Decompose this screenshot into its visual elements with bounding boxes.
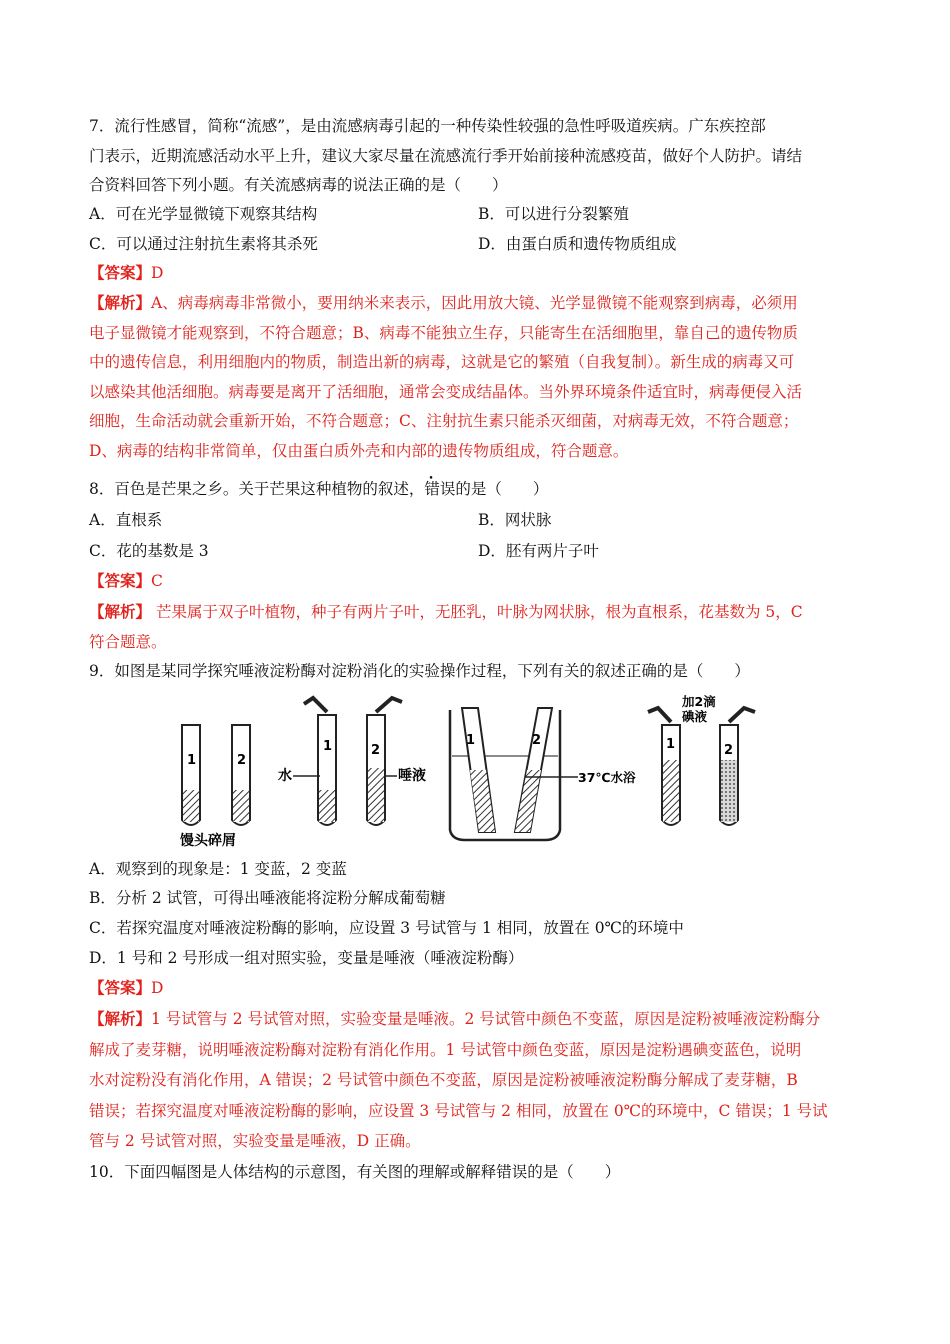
q9-analysis-line-1: [89, 1009, 820, 1029]
dropper-saliva: [376, 698, 402, 712]
q8-answer-value: C: [151, 572, 163, 590]
q9-answer-tag: 【答案】: [89, 978, 152, 997]
q7-analysis-tag: 【解析】: [89, 293, 152, 312]
tube-1-label-panel-2: 1: [323, 739, 333, 754]
q9-option-d: D．1 号和 2 号形成一组对照实验，变量是唾液（唾液淀粉酶）: [89, 949, 524, 967]
tube-1-label-panel-4: 1: [666, 737, 676, 752]
q8-analysis-line-1: [89, 602, 803, 622]
q8-option-d: D．胚有两片子叶: [478, 542, 599, 560]
panel-2-tubes: [278, 698, 426, 825]
q9-answer: [89, 978, 163, 998]
q7-analysis-line-5: 细胞，生命活动就会重新开始，不符合题意；C、注射抗生素只能杀灭细菌，对病毒无效，不符合题意；: [89, 412, 799, 430]
q9-analysis-text-1: 1 号试管与 2 号试管对照，实验变量是唾液。2 号试管中颜色不变蓝，原因是淀粉被唾液淀粉酶分: [151, 1010, 821, 1028]
q8-option-c: C．花的基数是 3: [89, 542, 209, 560]
q9-analysis-line-2: 解成了麦芽糖，说明唾液淀粉酶对淀粉有消化作用。1 号试管中颜色变蓝，原因是淀粉遇碘变蓝色，说明: [89, 1041, 802, 1059]
crumbs-fill-tube-1: [183, 790, 199, 822]
q8-analysis-tag: 【解析】: [89, 602, 152, 621]
tube-1-blue-content: [663, 760, 679, 822]
dropper-iodine-2: [729, 708, 755, 722]
bath-label: 37℃水浴: [578, 770, 636, 785]
experiment-figure: [180, 690, 770, 850]
q7-analysis-line-1: [89, 293, 798, 313]
q7-stem-line-3: 合资料回答下列小题。有关流感病毒的说法正确的是（ ）: [89, 176, 508, 194]
q7-analysis-line-4: 以感染其他活细胞。病毒要是离开了活细胞，通常会变成结晶体。当外界环境条件适宜时，病毒便侵入活: [89, 383, 803, 401]
saliva-label: 唾液: [398, 768, 426, 784]
q8-answer: [89, 571, 163, 591]
tube-1-label-panel-3: 1: [466, 733, 476, 748]
q9-analysis-tag: 【解析】: [89, 1009, 152, 1028]
tube-2-label-panel-2: 2: [371, 743, 381, 758]
q9-option-c: C．若探究温度对唾液淀粉酶的影响，应设置 3 号试管与 1 相同，放置在 0℃的环境中: [89, 919, 684, 937]
iodine-label-line-1: 加2滴: [682, 694, 716, 709]
q9-option-a: A．观察到的现象是：1 变蓝，2 变蓝: [89, 860, 347, 878]
tube-1-label: 1: [187, 753, 197, 768]
panel-1-tubes: [180, 725, 250, 849]
water-label: 水: [278, 768, 292, 784]
crumbs-label: 馒头碎屑: [180, 833, 236, 849]
q9-analysis-line-3: 水对淀粉没有消化作用，A 错误；2 号试管中颜色不变蓝，原因是淀粉被唾液淀粉酶分解成了麦芽糖，B: [89, 1071, 798, 1089]
q9-stem: 9．如图是某同学探究唾液淀粉酶对淀粉消化的实验操作过程，下列有关的叙述正确的是（ ）: [89, 662, 750, 680]
q7-answer-tag: 【答案】: [89, 263, 152, 282]
q7-stem-line-2: 门表示，近期流感活动水平上升，建议大家尽量在流感流行季开始前接种流感疫苗，做好个人防护。请结: [89, 147, 803, 165]
tube-2-label: 2: [237, 753, 247, 768]
q9-option-b: B．分析 2 试管，可得出唾液能将淀粉分解成葡萄糖: [89, 889, 446, 907]
q8-option-b: B．网状脉: [478, 511, 552, 529]
q9-analysis-line-4: 错误；若探究温度对唾液淀粉酶的影响，应设置 3 号试管与 2 相同，放置在 0℃的环境中，C 错误；1 号试: [89, 1102, 828, 1120]
q8-option-a: A．直根系: [89, 511, 163, 529]
q7-analysis-line-2: 电子显微镜才能观察到，不符合题意；B、病毒不能独立生存，只能寄生在活细胞里，靠自己的遗传物质: [89, 324, 798, 342]
panel-3-water-bath: [450, 708, 636, 840]
q7-analysis-line-3: 中的遗传信息，利用细胞内的物质，制造出新的病毒，这就是它的繁殖（自我复制）。新生成的病毒又可: [89, 353, 795, 371]
q7-option-a: A．可在光学显微镜下观察其结构: [89, 205, 318, 223]
q8-analysis-line-2: 符合题意。: [89, 633, 167, 651]
q8-stem: [89, 479, 548, 499]
crumbs-saliva-tube: [368, 768, 384, 822]
crumbs-fill-tube-2: [233, 790, 249, 822]
q10-stem: 10．下面四幅图是人体结构的示意图，有关图的理解或解释错误的是（ ）: [89, 1163, 621, 1181]
q7-answer: [89, 263, 163, 283]
dropper-water: [304, 698, 327, 712]
q8-analysis-text-1: 芒果属于双子叶植物，种子有两片子叶，无胚乳，叶脉为网状脉，根为直根系，花基数为 5，C: [151, 603, 803, 621]
q8-stem-post: 的是（ ）: [455, 480, 549, 498]
panel-4-iodine: [648, 694, 755, 825]
tube-2-label-panel-4: 2: [724, 743, 734, 758]
tube-2-panel-3-content: [515, 770, 541, 832]
tube-2-content: [721, 760, 737, 822]
crumbs-water-tube: [319, 790, 335, 822]
dropper-iodine-1: [648, 708, 671, 722]
iodine-label-line-2: 碘液: [682, 709, 708, 724]
q8-stem-emphasis: 错误: [424, 480, 456, 498]
q7-option-d: D．由蛋白质和遗传物质组成: [478, 235, 677, 253]
tube-2-label-panel-3: 2: [532, 733, 542, 748]
q7-analysis-text-1: A、病毒病毒非常微小，要用纳米来表示，因此用放大镜、光学显微镜不能观察到病毒，必须用: [151, 294, 798, 312]
q9-answer-value: D: [151, 979, 164, 997]
q7-answer-value: D: [151, 264, 164, 282]
q7-option-b: B．可以进行分裂繁殖: [478, 205, 629, 223]
q8-stem-pre: 8．百色是芒果之乡。关于芒果这种植物的叙述，: [89, 480, 425, 498]
q8-answer-tag: 【答案】: [89, 571, 152, 590]
q9-analysis-line-5: 管与 2 号试管对照，实验变量是唾液，D 正确。: [89, 1132, 421, 1150]
q7-analysis-line-6: D、病毒的结构非常简单，仅由蛋白质外壳和内部的遗传物质组成，符合题意。: [89, 442, 629, 460]
q7-stem-line-1: 7．流行性感冒，简称“流感”，是由流感病毒引起的一种传染性较强的急性呼吸道疾病。广东疾控部: [89, 117, 766, 135]
q7-option-c: C．可以通过注射抗生素将其杀死: [89, 235, 318, 253]
